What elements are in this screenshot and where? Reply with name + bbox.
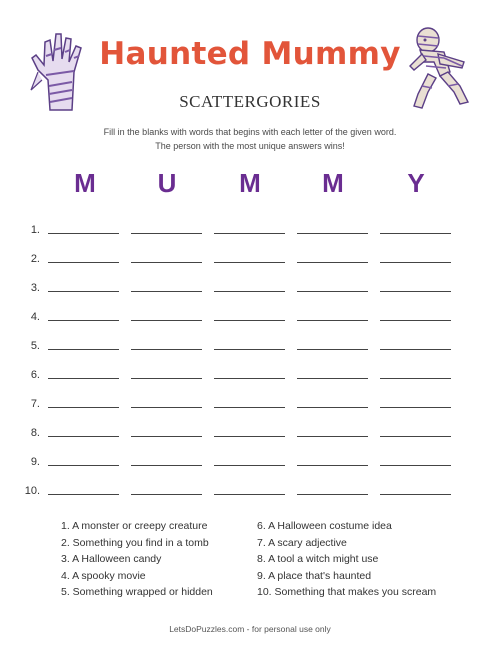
answer-row (0, 253, 500, 267)
answer-row (0, 369, 500, 383)
answer-blank[interactable] (214, 494, 285, 495)
row-number: 5. (30, 340, 40, 352)
prompt-item: 8. A tool a witch might use (257, 553, 379, 566)
answer-blank[interactable] (131, 436, 202, 437)
row-number: 9. (30, 456, 40, 468)
answer-blank[interactable] (297, 436, 368, 437)
answer-blank[interactable] (131, 320, 202, 321)
answer-row (0, 224, 500, 238)
prompt-item: 9. A place that's haunted (257, 569, 372, 582)
answer-blank[interactable] (297, 262, 368, 263)
answer-blank[interactable] (297, 291, 368, 292)
instruction-line: The person with the most unique answers wins! (155, 141, 345, 151)
instruction-line: Fill in the blanks with words that begins with each letter of the given word. (103, 127, 397, 137)
answer-blank[interactable] (214, 349, 285, 350)
answer-row (0, 456, 500, 470)
answer-row (0, 485, 500, 499)
answer-blank[interactable] (297, 320, 368, 321)
answer-row (0, 398, 500, 412)
answer-blank[interactable] (48, 436, 119, 437)
answer-blank[interactable] (131, 378, 202, 379)
answer-blank[interactable] (380, 494, 451, 495)
letter-column-header: U (157, 168, 177, 198)
answer-blank[interactable] (214, 262, 285, 263)
answer-blank[interactable] (214, 320, 285, 321)
answer-blank[interactable] (131, 291, 202, 292)
row-number: 2. (30, 253, 40, 265)
answer-blank[interactable] (131, 465, 202, 466)
footer-credit: LetsDoPuzzles.com - for personal use only (169, 624, 331, 634)
letter-column-header: M (239, 168, 261, 198)
answer-blank[interactable] (48, 465, 119, 466)
answer-blank[interactable] (48, 320, 119, 321)
answer-blank[interactable] (48, 407, 119, 408)
answer-blank[interactable] (297, 407, 368, 408)
answer-blank[interactable] (131, 233, 202, 234)
answer-blank[interactable] (380, 233, 451, 234)
answer-blank[interactable] (380, 349, 451, 350)
letter-column-header: M (322, 168, 344, 198)
prompt-list-left (61, 518, 213, 601)
answer-blank[interactable] (297, 465, 368, 466)
prompt-item: 6. A Halloween costume idea (257, 520, 392, 532)
page-title: Haunted Mummy (99, 36, 401, 72)
row-number: 7. (30, 398, 40, 410)
answer-blank[interactable] (48, 233, 119, 234)
answer-blank[interactable] (380, 262, 451, 263)
answer-blank[interactable] (380, 378, 451, 379)
answer-blank[interactable] (297, 378, 368, 379)
row-number: 3. (30, 282, 40, 294)
letter-header (0, 168, 500, 202)
answer-blank[interactable] (297, 233, 368, 234)
answer-blank[interactable] (214, 465, 285, 466)
answer-blank[interactable] (297, 494, 368, 495)
answer-blank[interactable] (214, 291, 285, 292)
prompt-item: 2. Something you find in a tomb (61, 536, 209, 549)
page-subtitle: SCATTERGORIES (179, 92, 321, 111)
answer-blank[interactable] (48, 378, 119, 379)
prompt-item: 7. A scary adjective (257, 536, 347, 549)
answer-blank[interactable] (131, 494, 202, 495)
answer-blank[interactable] (48, 262, 119, 263)
row-number: 8. (30, 427, 40, 439)
answer-row (0, 427, 500, 441)
answer-row (0, 282, 500, 296)
instructions (0, 125, 500, 153)
row-number: 10. (24, 485, 40, 497)
prompt-item: 1. A monster or creepy creature (61, 520, 208, 532)
answer-blank[interactable] (48, 494, 119, 495)
prompt-item: 3. A Halloween candy (61, 553, 162, 566)
answer-blank[interactable] (214, 233, 285, 234)
answer-blank[interactable] (380, 465, 451, 466)
letter-column-header: Y (407, 168, 425, 198)
row-number: 6. (30, 369, 40, 381)
prompt-item: 10. Something that makes you scream (257, 586, 437, 599)
answer-blank[interactable] (380, 320, 451, 321)
answer-blank[interactable] (380, 436, 451, 437)
row-number: 4. (30, 311, 40, 323)
answer-blank[interactable] (380, 291, 451, 292)
answer-row (0, 311, 500, 325)
prompt-item: 4. A spooky movie (61, 569, 146, 582)
answer-blank[interactable] (380, 407, 451, 408)
prompt-list-right (257, 518, 436, 601)
prompt-item: 5. Something wrapped or hidden (61, 586, 213, 599)
answer-blank[interactable] (131, 349, 202, 350)
answer-blank[interactable] (131, 262, 202, 263)
answer-blank[interactable] (131, 407, 202, 408)
answer-blank[interactable] (214, 436, 285, 437)
answer-blank[interactable] (48, 291, 119, 292)
row-number: 1. (30, 224, 40, 236)
answer-blank[interactable] (214, 407, 285, 408)
answer-blank[interactable] (297, 349, 368, 350)
answer-row (0, 340, 500, 354)
letter-column-header: M (74, 168, 96, 198)
answer-blank[interactable] (48, 349, 119, 350)
answer-blank[interactable] (214, 378, 285, 379)
